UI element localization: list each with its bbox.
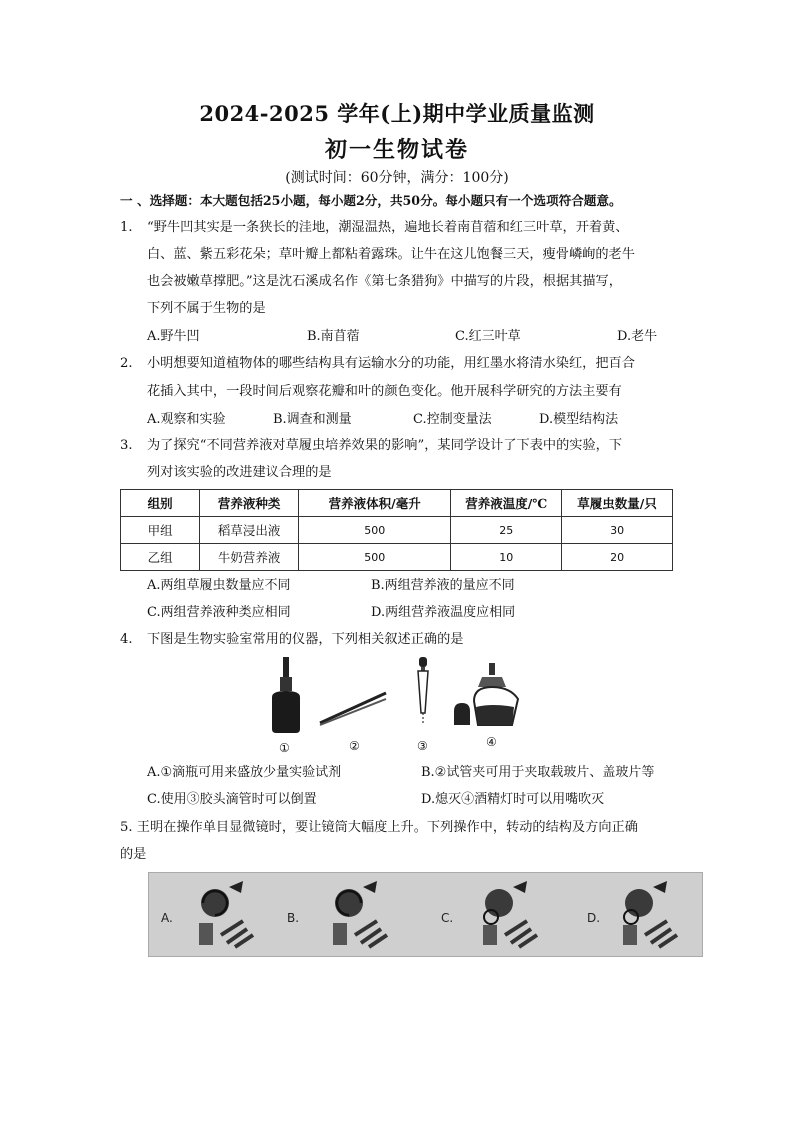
table-cell: 20 — [562, 544, 673, 571]
q2-option-a[interactable]: A.观察和实验 — [147, 412, 226, 427]
figure-label: ① — [279, 741, 290, 755]
exam-subtitle: 初一生物试卷 — [324, 137, 469, 163]
q1-option-b[interactable]: B.南苜蓿 — [307, 329, 360, 344]
q2-number: 2. — [120, 356, 133, 371]
q1-line: 下列不属于生物的是 — [147, 301, 266, 316]
table-cell: 500 — [299, 544, 451, 571]
dropper-bottle-icon — [272, 657, 300, 733]
q4-option-d[interactable]: D.熄灭④酒精灯时可以用嘴吹灭 — [421, 792, 605, 807]
photo-label-b[interactable]: B. — [287, 911, 300, 925]
microscope-diagrams — [149, 873, 702, 956]
q1-line: 也会被嫩草撑肥。”这是沈石溪成名作《第七条猎狗》中描写的片段，根据其描写， — [147, 274, 622, 289]
table-header: 营养液种类 — [200, 490, 299, 517]
q3-option-b[interactable]: B.两组营养液的量应不同 — [371, 578, 515, 593]
microscope-photo — [148, 872, 703, 957]
q2-option-d[interactable]: D.模型结构法 — [539, 412, 619, 427]
figure-label: ③ — [417, 739, 428, 753]
q2-option-c[interactable]: C.控制变量法 — [413, 412, 492, 427]
q4-option-b[interactable]: B.②试管夹可用于夹取载玻片、盖玻片等 — [421, 765, 655, 780]
q4-option-c[interactable]: C.使用③胶头滴管时可以倒置 — [147, 792, 317, 807]
q1-option-d[interactable]: D.老牛 — [617, 329, 658, 344]
table-cell: 甲组 — [121, 517, 200, 544]
table-cell: 30 — [562, 517, 673, 544]
q2-line: 小明想要知道植物体的哪些结构具有运输水分的功能，用红墨水将清水染红，把百合 — [147, 356, 635, 371]
table-cell: 10 — [451, 544, 562, 571]
q2-line: 花插入其中，一段时间后观察花瓣和叶的颜色变化。他开展科学研究的方法主要有 — [147, 384, 622, 399]
q2-option-b[interactable]: B.调查和测量 — [273, 412, 352, 427]
q1-option-a[interactable]: A.野牛凹 — [147, 329, 200, 344]
q3-option-d[interactable]: D.两组营养液温度应相同 — [371, 605, 516, 620]
table-cell: 稻草浸出液 — [200, 517, 299, 544]
microscope-d-icon — [623, 881, 677, 947]
exam-note: (测试时间：60分钟，满分：100分) — [285, 170, 509, 186]
photo-label-a[interactable]: A. — [161, 911, 173, 925]
q1-number: 1. — [120, 220, 133, 235]
figure-label: ④ — [486, 735, 497, 749]
microscope-c-icon — [483, 881, 537, 947]
table-cell: 牛奶营养液 — [200, 544, 299, 571]
q4-option-a[interactable]: A.①滴瓶可用来盛放少量实验试剂 — [147, 765, 342, 780]
figure-label: ② — [349, 739, 360, 753]
q1-line: “野牛凹其实是一条狭长的洼地，潮湿温热，遍地长着南苜蓿和红三叶草，开着黄、 — [147, 220, 629, 235]
q4-line: 下图是生物实验室常用的仪器，下列相关叙述正确的是 — [147, 632, 464, 647]
table-header-row — [121, 490, 673, 517]
microscope-b-icon — [333, 881, 387, 947]
table-row — [121, 517, 673, 544]
q3-line: 列对该实验的改进建议合理的是 — [147, 465, 332, 480]
q5-line: 5. 王明在操作单目显微镜时，要让镜筒大幅度上升。下列操作中，转动的结构及方向正确 — [120, 820, 638, 835]
photo-label-c[interactable]: C. — [441, 911, 454, 925]
q4-number: 4. — [120, 632, 133, 647]
q3-number: 3. — [120, 438, 133, 453]
exam-title: 2024-2025 学年(上)期中学业质量监测 — [199, 101, 595, 126]
table-header: 营养液体积/毫升 — [299, 490, 451, 517]
alcohol-lamp-icon — [454, 663, 518, 725]
q3-option-c[interactable]: C.两组营养液种类应相同 — [147, 605, 291, 620]
table-cell: 乙组 — [121, 544, 200, 571]
table-cell: 25 — [451, 517, 562, 544]
table-header: 营养液温度/℃ — [451, 490, 562, 517]
q5-line: 的是 — [120, 847, 147, 862]
table-header: 组别 — [121, 490, 200, 517]
photo-label-d[interactable]: D. — [587, 911, 601, 925]
q1-option-c[interactable]: C.红三叶草 — [455, 329, 521, 344]
q3-option-a[interactable]: A.两组草履虫数量应不同 — [147, 578, 291, 593]
tweezers-icon — [320, 693, 386, 725]
section-heading: 一 、选择题：本大题包括25小题，每小题2分，共50分。每小题只有一个选项符合题意。 — [120, 193, 622, 208]
experiment-table — [120, 489, 673, 571]
q1-line: 白、蓝、紫五彩花朵；草叶瓣上都粘着露珠。让牛在这儿饱餐三天，瘦骨嶙峋的老牛 — [147, 247, 635, 262]
microscope-a-icon — [199, 881, 253, 947]
q3-line: 为了探究“不同营养液对草履虫培养效果的影响”，某同学设计了下表中的实验，下 — [147, 438, 623, 453]
table-row — [121, 544, 673, 571]
table-header: 草履虫数量/只 — [562, 490, 673, 517]
table-cell: 500 — [299, 517, 451, 544]
dropper-icon — [418, 657, 428, 725]
